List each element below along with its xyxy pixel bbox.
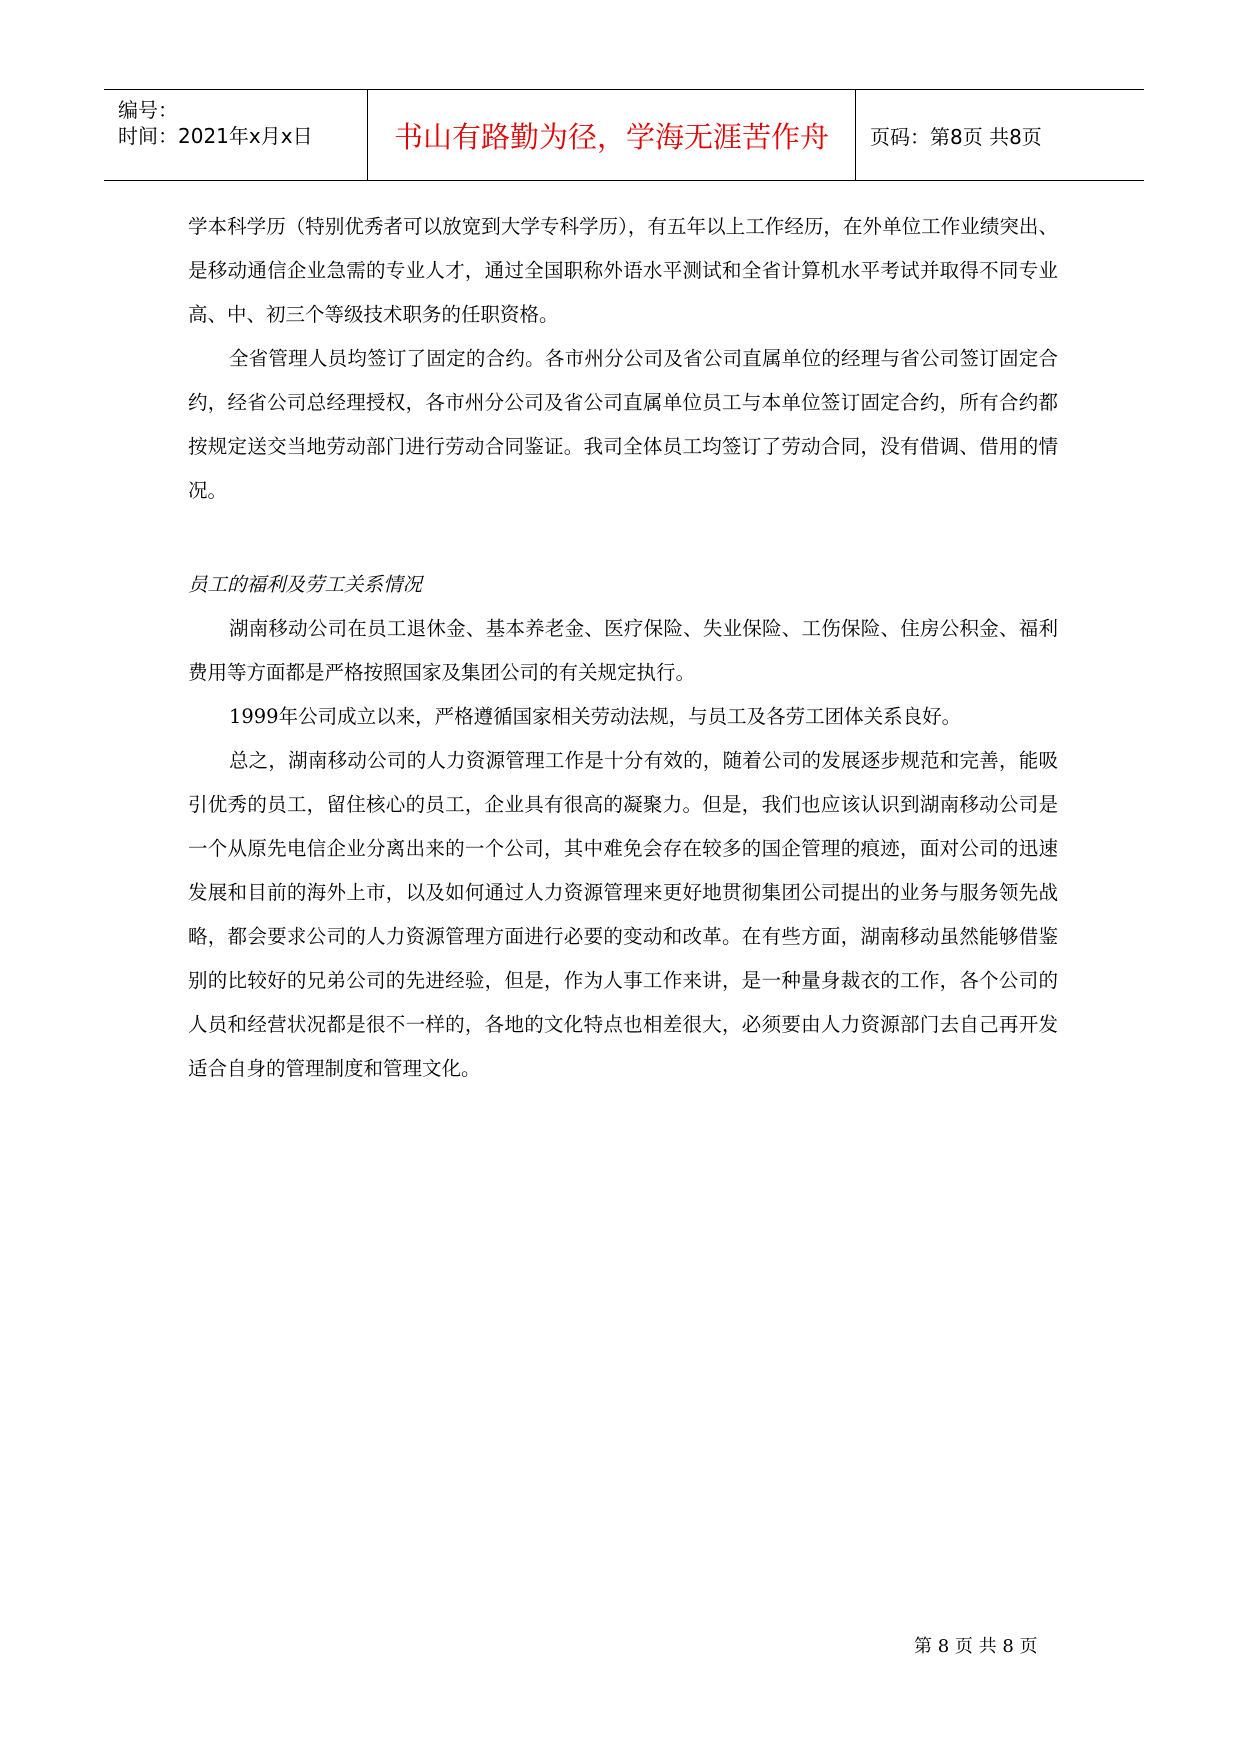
document-body [188, 205, 1058, 1091]
header-meta [104, 90, 368, 180]
paragraph-4: 1999年公司成立以来，严格遵循国家相关劳动法规，与员工及各劳工团体关系良好。 [228, 705, 962, 728]
section-title: 员工的福利及劳工关系情况 [188, 573, 423, 596]
paragraph-5: 总之，湖南移动公司的人力资源管理工作是十分有效的，随着公司的发展逐步规范和完善，能吸引优秀的员工，留住核心的员工，企业具有很高的凝聚力。但是，我们也应该认识到湖南移动公司是一个从原先电信企业分离出来的一个公司，其中难免会存在较多的国企管理的痕迹，面对公司的迅速发展和目前的海外上市，以及如何通过人力资源管理来更好地贯彻集团公司提出的业务与服务领先战略，都会要求公司的人力资源管理方面进行必要的变动和改革。在有些方面，湖南移动虽然能够借鉴别的比较好的兄弟公司的先进经验，但是，作为人事工作来讲，是一种量身裁衣的工作，各个公司的人员和经营状况都是很不一样的，各地的文化特点也相差很大，必须要由人力资源部门去自己再开发适合自身的管理制度和管理文化。 [188, 749, 1058, 1080]
page-footer: 第 8 页 共 8 页 [914, 1636, 1038, 1657]
paragraph-3: 湖南移动公司在员工退休金、基本养老金、医疗保险、失业保险、工伤保险、住房公积金、福利费用等方面都是严格按照国家及集团公司的有关规定执行。 [188, 617, 1058, 684]
page-header [104, 89, 1144, 181]
header-motto: 书山有路勤为径，学海无涯苦作舟 [368, 90, 856, 180]
number-label: 编号： [118, 98, 178, 122]
paragraph-1: 学本科学历（特别优秀者可以放宽到大学专科学历），有五年以上工作经历，在外单位工作业绩突出、是移动通信企业急需的专业人才，通过全国职称外语水平测试和全省计算机水平考试并取得不同专业高、中、初三个等级技术职务的任职资格。 [188, 215, 1058, 326]
header-page-label: 页码：第8页 共8页 [870, 124, 1042, 149]
time-label: 时间：2021年x月x日 [118, 124, 313, 148]
paragraph-2: 全省管理人员均签订了固定的合约。各市州分公司及省公司直属单位的经理与省公司签订固定合约，经省公司总经理授权，各市州分公司及省公司直属单位员工与本单位签订固定合约，所有合约都按规定送交当地劳动部门进行劳动合同鉴证。我司全体员工均签订了劳动合同，没有借调、借用的情况。 [188, 347, 1058, 502]
